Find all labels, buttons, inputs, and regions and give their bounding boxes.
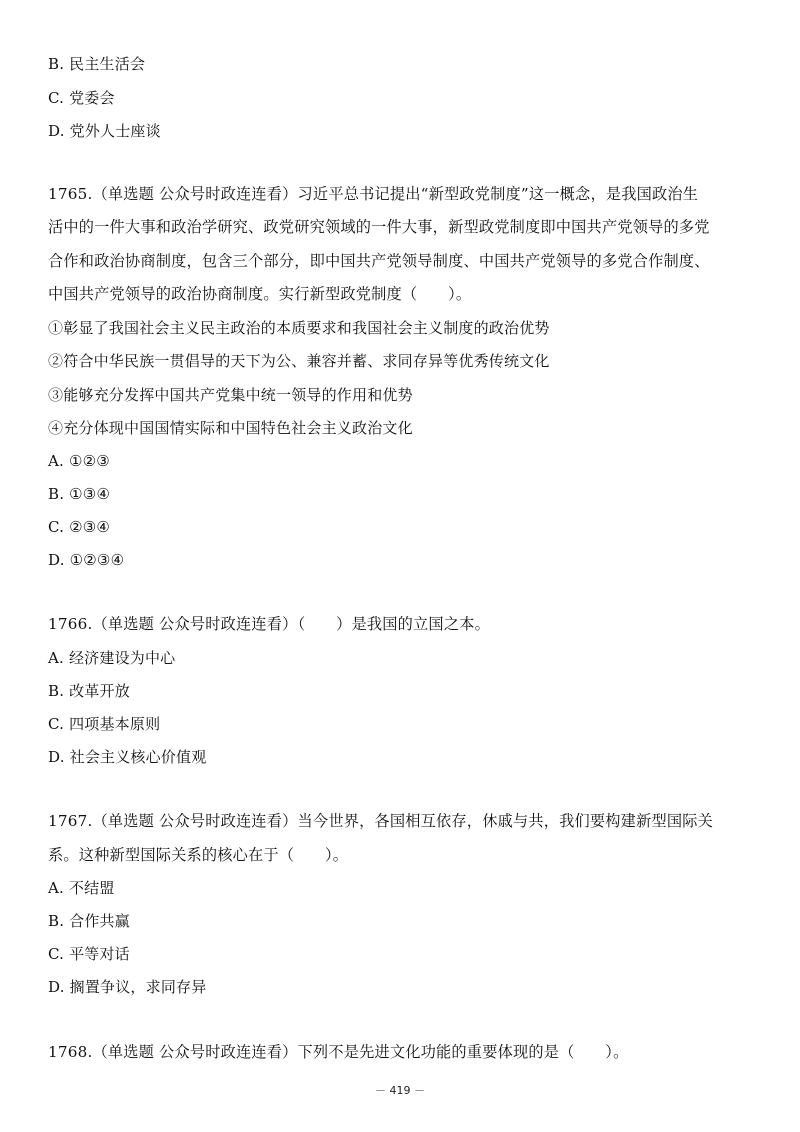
q1765-statement-1: ①彰显了我国社会主义民主政治的本质要求和我国社会主义制度的政治优势 [48,319,550,337]
page-number: － 419 － [375,1084,425,1097]
q1768-stem-line-1: 1768.（单选题 公众号时政连连看）下列不是先进文化功能的重要体现的是（ ）。 [48,1043,629,1061]
q1765-stem-line-3: 合作和政治协商制度，包含三个部分，即中国共产党领导制度、中国共产党领导的多党合作制度、 [48,252,710,270]
q1765-statement-4: ④充分体现中国国情实际和中国特色社会主义政治文化 [48,419,413,437]
q1767-option-d: D. 搁置争议，求同存异 [48,978,207,996]
q1765-option-a: A. ①②③ [48,452,110,470]
q1765-stem-line-1: 1765.（单选题 公众号时政连连看）习近平总书记提出“新型政党制度”这一概念，是我国政治生 [48,185,699,203]
q1765-option-d: D. ①②③④ [48,551,125,569]
q1765-statement-2: ②符合中华民族一贯倡导的天下为公、兼容并蓄、求同存异等优秀传统文化 [48,352,550,370]
q1767-stem-line-2: 系。这种新型国际关系的核心在于（ ）。 [48,846,349,864]
q1766-option-b: B. 改革开放 [48,682,130,700]
q1764-option-d: D. 党外人士座谈 [48,122,161,140]
q1764-option-c: C. 党委会 [48,89,115,107]
q1765-option-b: B. ①③④ [48,485,111,503]
q1767-option-c: C. 平等对话 [48,945,130,963]
q1766-option-a: A. 经济建设为中心 [48,649,176,667]
q1766-stem-line-1: 1766.（单选题 公众号时政连连看）（ ）是我国的立国之本。 [48,615,490,633]
q1767-option-b: B. 合作共赢 [48,912,130,930]
q1766-option-c: C. 四项基本原则 [48,715,161,733]
q1765-stem-line-2: 活中的一件大事和政治学研究、政党研究领域的一件大事，新型政党制度即中国共产党领导的多党 [48,218,710,236]
q1765-statement-3: ③能够充分发挥中国共产党集中统一领导的作用和优势 [48,386,413,404]
q1765-option-c: C. ②③④ [48,518,111,536]
q1765-stem-line-4: 中国共产党领导的政治协商制度。实行新型政党制度（ ）。 [48,285,472,303]
q1764-option-b: B. 民主生活会 [48,55,146,73]
q1766-option-d: D. 社会主义核心价值观 [48,748,207,766]
q1767-option-a: A. 不结盟 [48,879,115,897]
q1767-stem-line-1: 1767.（单选题 公众号时政连连看）当今世界，各国相互依存，休戚与共，我们要构建新型国际关 [48,812,714,830]
